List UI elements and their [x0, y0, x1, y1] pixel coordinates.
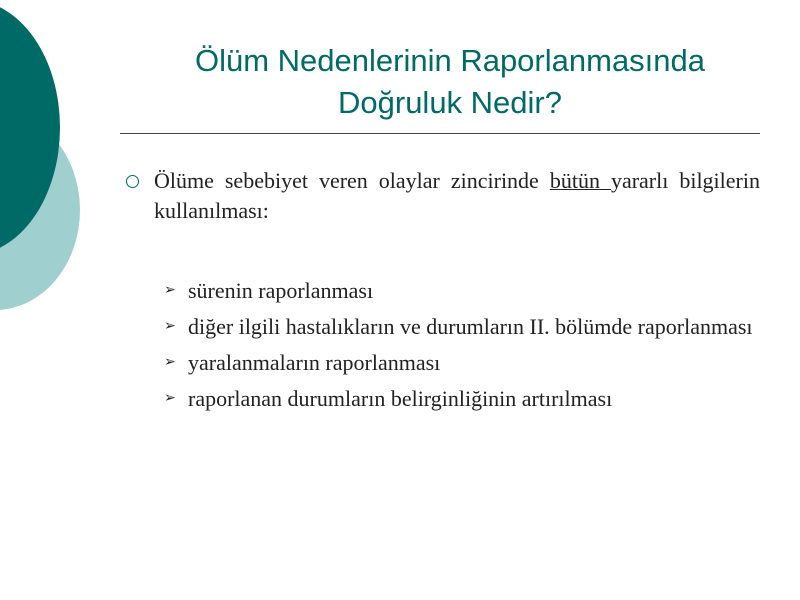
main-bullet-text-after: yararlı bilgilerin kullanılması:: [154, 168, 760, 223]
sub-bullet-item: [164, 348, 760, 377]
slide-title: [120, 40, 780, 124]
hollow-circle-icon: [126, 175, 139, 188]
slide-title-line2: Doğruluk Nedir?: [338, 85, 562, 120]
arrowhead-icon: ➢: [164, 354, 176, 370]
sub-bullet-item: [164, 276, 760, 305]
slide-title-line1: Ölüm Nedenlerinin Raporlanmasında: [194, 43, 706, 78]
main-bullet-text-before: Ölüme sebebiyet veren olaylar zincirinde: [154, 168, 550, 193]
main-bullet: [120, 166, 760, 226]
sub-bullet-text: raporlanan durumların belirginliğinin artırılması: [188, 386, 613, 411]
arrowhead-icon: ➢: [164, 390, 176, 406]
arrowhead-icon: ➢: [164, 318, 176, 334]
sub-bullet-text: yaralanmaların raporlanması: [188, 350, 441, 375]
sub-bullet-text: sürenin raporlanması: [188, 278, 374, 303]
sub-bullet-list: [120, 276, 760, 413]
arrowhead-icon: ➢: [164, 282, 176, 298]
sub-bullet-item: [164, 312, 760, 341]
title-divider: [120, 133, 760, 134]
sub-bullet-text: diğer ilgili hastalıkların ve durumların II. bölümde raporlanması: [188, 314, 753, 339]
slide-body: [120, 166, 760, 420]
main-bullet-underlined-text: bütün: [549, 168, 611, 193]
sub-bullet-item: [164, 384, 760, 413]
